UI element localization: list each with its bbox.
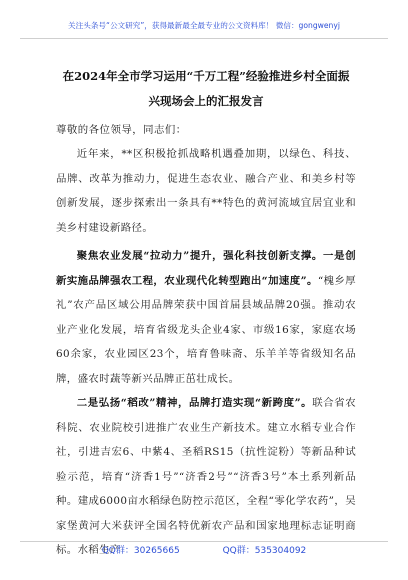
page-header-banner: 关注头条号“公文研究”，获得最新最全最专业的公文资料库！ 微信：gongwenyj	[20, 16, 388, 39]
document-title-line-2: 兴现场会上的汇报发言	[148, 94, 264, 108]
document-body	[56, 64, 356, 563]
section-1-body: “槐乡厚礼”农产品区域公用品牌荣获中国首届县域品牌20强。推动农业产业化发展，培育省级龙头企业4家、市级16家，家庭农场60余家，农业园区23个，培育鲁味斋、乐羊羊等省级知名品牌，盛农时蔬等新兴品牌正茁壮成长。	[56, 274, 356, 385]
section-2-paragraph	[56, 391, 356, 563]
document-title-line-1: 在2024年全市学习运用“千万工程”经验推进乡村全面振	[62, 69, 350, 83]
section-1-paragraph	[56, 244, 356, 391]
intro-paragraph: 近年来，**区积极抢抓战略机遇叠加期，以绿色、科技、品牌、改革为推动力，促进生态农业、融合产业、和美乡村等创新发展，逐步探索出一条具有**特色的黄河流域宜居宜业和美乡村建设新路径。	[56, 148, 356, 234]
section-2-heading: 二是弘扬“稻改”精神，品牌打造实现“新跨度”。	[76, 397, 313, 409]
greeting: 尊敬的各位领导，同志们：	[56, 124, 187, 136]
footer-qq-group-1: QQ群：30265665	[101, 546, 180, 556]
section-2-body: 联合省农科院、农业院校引进推广农业生产新技术。建立水稻专业合作社，引进吉宏6、中紫4、圣稻RS15（抗性淀粉）等新品种试验示范，培育“济香1号”“济香2号”“济香3号”本土系列新品种。建成6000亩水稻绿色防控示范区，全程“零化学农药”，吴家堡黄河大米获评全国名特优新农产品和国家地理标志证明商标。水稻生产	[56, 397, 356, 556]
section-1-heading: 聚焦农业发展“拉动力”提升，强化科技创新支撑。一是创新实施品牌强农工程，农业现代化转型跑出“加速度”。	[56, 250, 356, 287]
page-footer	[20, 541, 388, 560]
footer-qq-group-2: QQ群：535304092	[222, 546, 307, 556]
